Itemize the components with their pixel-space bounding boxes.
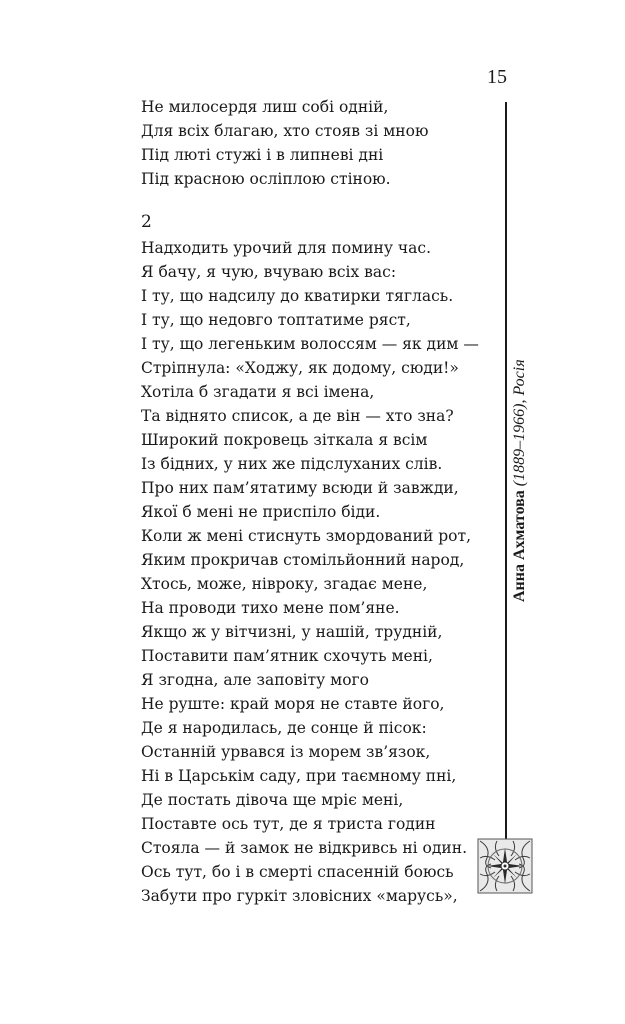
- poem-line: Стояла — й замок не відкривсь ні один.: [141, 839, 467, 857]
- poem-line: Під люті стужі і в липневі дні: [141, 146, 384, 164]
- poem-line: І ту, що недовго топтатиме ряст,: [141, 311, 411, 329]
- poem-line: Якої б мені не приспіло біди.: [141, 503, 381, 521]
- page-number: 15: [487, 66, 507, 88]
- poem-line: Поставте ось тут, де я триста годин: [141, 815, 436, 833]
- poem-line: І ту, що легеньким волоссям — як дим —: [141, 335, 479, 353]
- poem-line: Із бідних, у них же підслуханих слів.: [141, 455, 443, 473]
- poem-line: Я бачу, я чую, вчуваю всіх вас:: [141, 263, 397, 281]
- poem-line: Якщо ж у вітчизні, у нашій, трудній,: [141, 623, 443, 641]
- poem-line: Забути про гуркіт зловісних «марусь»,: [141, 887, 458, 905]
- poem-line: Про них пам’ятатиму всюди й завжди,: [141, 479, 459, 497]
- poem-line: Хтось, може, нівроку, згадає мене,: [141, 575, 428, 593]
- poem-line: На проводи тихо мене пом’яне.: [141, 599, 400, 617]
- poem-line: Ось тут, бо і в смерті спасенній боюсь: [141, 863, 454, 881]
- poem-line: Я згодна, але заповіту мого: [141, 671, 370, 689]
- poem-line: Та віднято список, а де він — хто зна?: [141, 407, 454, 425]
- poem-line: Не милосердя лиш собі одній,: [141, 98, 389, 116]
- poem-line: Для всіх благаю, хто стояв зі мною: [141, 122, 429, 140]
- vertical-divider: [505, 102, 507, 840]
- poem-stanza: [141, 236, 479, 908]
- poem-line: Де я народилась, де сонце й пісок:: [141, 719, 427, 737]
- intro-stanza: [141, 95, 428, 191]
- section-number: 2: [141, 212, 152, 232]
- poem-line: Коли ж мені стиснуть змордований рот,: [141, 527, 472, 545]
- poem-line: І ту, що надсилу до кватирки тяглась.: [141, 287, 454, 305]
- poem-line: Поставити пам’ятник схочуть мені,: [141, 647, 433, 665]
- poem-line: Під красною осліплою стіною.: [141, 170, 391, 188]
- poem-line: Де постать дівоча ще мріє мені,: [141, 791, 404, 809]
- decorative-rosette-icon: [477, 838, 533, 894]
- poem-line: Хотіла б згадати я всі імена,: [141, 383, 375, 401]
- author-dates-country: (1889–1966), Росія: [511, 359, 528, 491]
- poem-line: Ні в Царськім саду, при таємному пні,: [141, 767, 457, 785]
- poem-line: Стріпнула: «Ходжу, як додому, сюди!»: [141, 359, 459, 377]
- poem-line: Яким прокричав стомільйонний народ,: [141, 551, 465, 569]
- poem-line: Не руште: край моря не ставте його,: [141, 695, 445, 713]
- poem-line: Широкий покровець зіткала я всім: [141, 431, 428, 449]
- running-head-author: [510, 359, 530, 602]
- poem-line: Останній урвався із морем зв’язок,: [141, 743, 431, 761]
- poem-line: Надходить урочий для помину час.: [141, 239, 432, 257]
- author-name: Анна Ахматова: [511, 490, 528, 602]
